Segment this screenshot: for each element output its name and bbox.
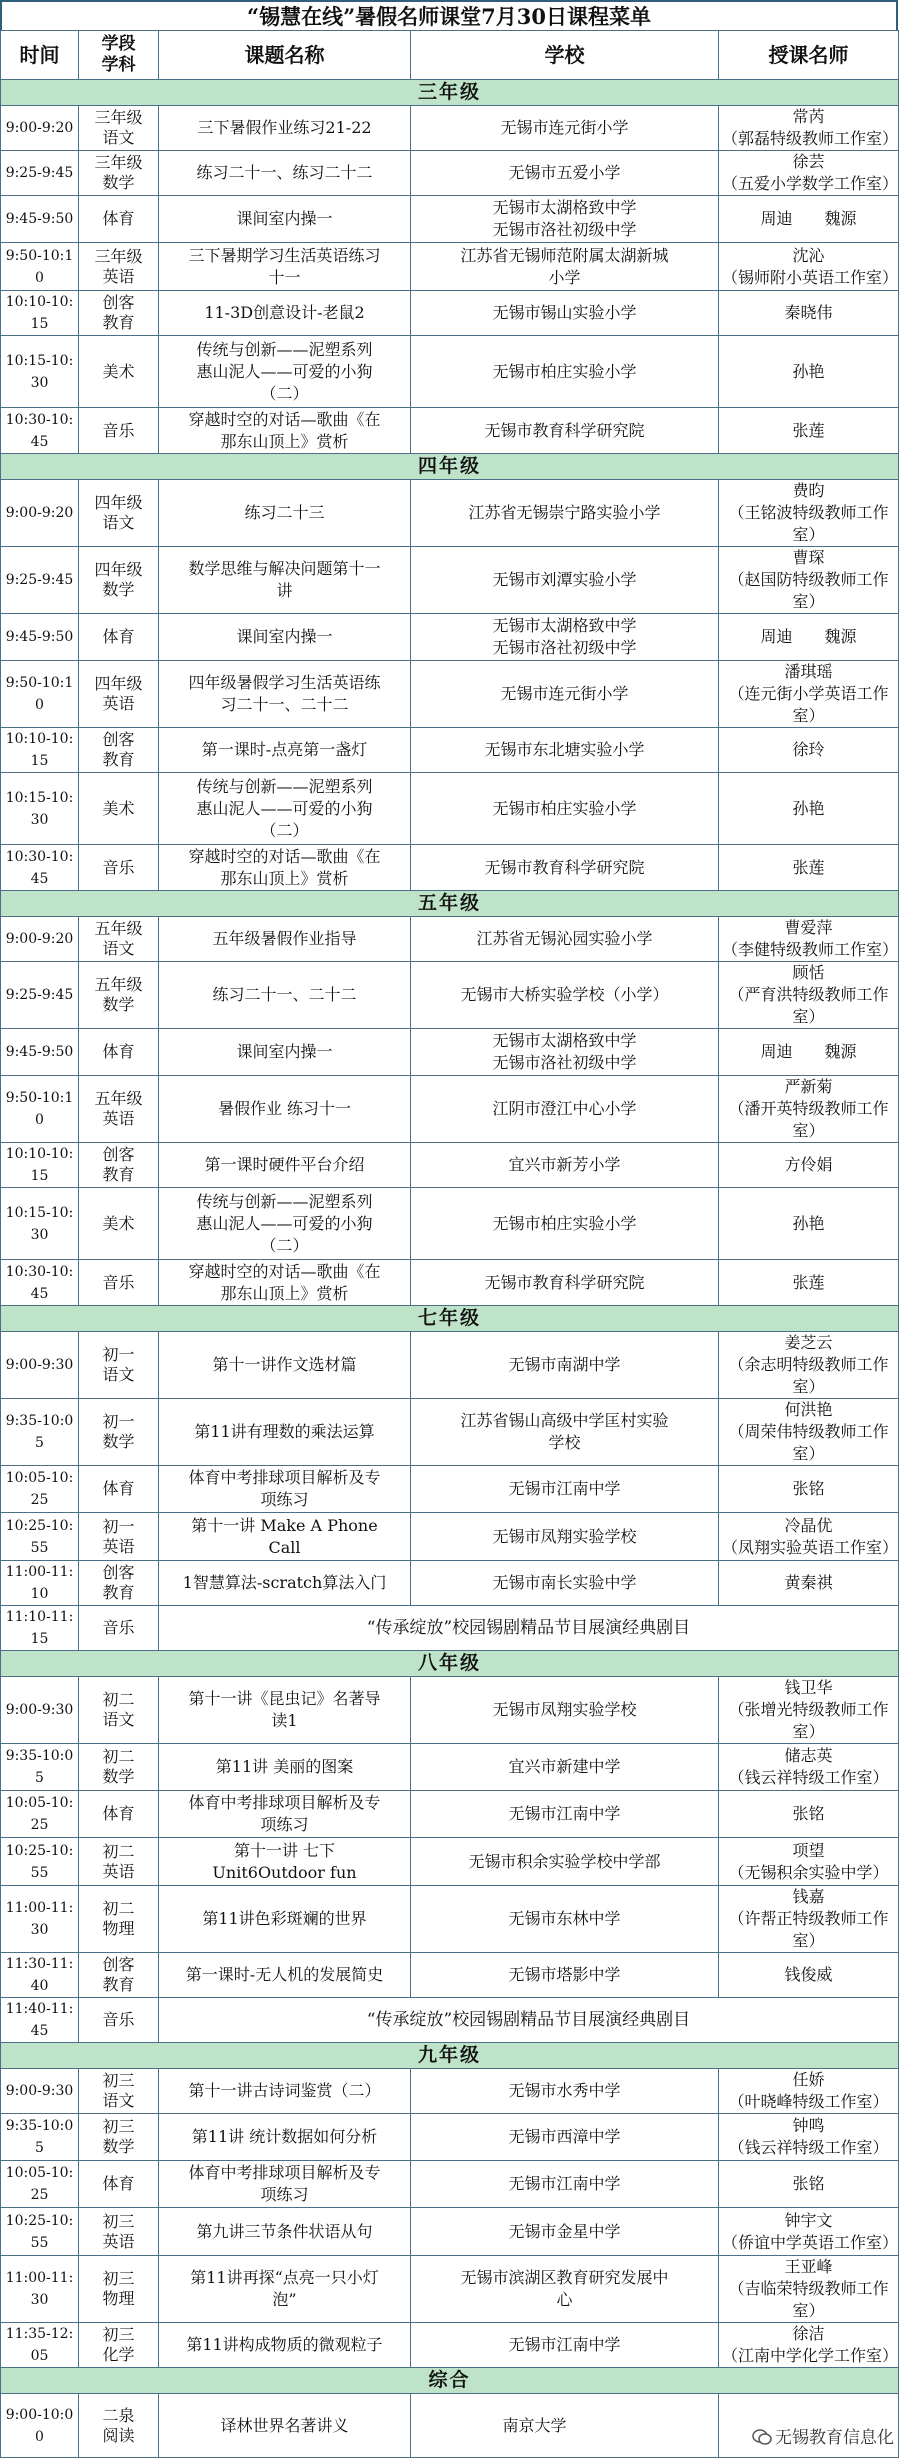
cell-subject: 创客 教育 [79, 1561, 159, 1606]
cell-school: 无锡市太湖格致中学 无锡市洛社初级中学 [411, 614, 719, 661]
table-row [1, 1953, 899, 1998]
cell-subject: 五年级 英语 [79, 1076, 159, 1143]
header-teacher: 授课名师 [719, 31, 899, 80]
page-title: “锡慧在线”暑假名师课堂7月30日课程菜单 [0, 0, 898, 30]
cell-school: 无锡市太湖格致中学 无锡市洛社初级中学 [411, 1029, 719, 1076]
cell-course: 三下暑期学习生活英语练习 十一 [159, 243, 411, 291]
cell-course: 第九讲三节条件状语从句 [159, 2208, 411, 2256]
cell-course: 第十一讲古诗词鉴赏（二） [159, 2069, 411, 2114]
cell-teacher: 钟鸣 （钱云祥特级工作室） [719, 2114, 899, 2161]
cell-time: 9:00-9:30 [1, 1677, 79, 1744]
cell-teacher: 孙艳 [719, 773, 899, 845]
cell-course: 练习二十三 [159, 480, 411, 547]
cell-teacher: 秦晓伟 [719, 291, 899, 336]
cell-time: 9:35-10:05 [1, 2114, 79, 2161]
table-row [1, 917, 899, 962]
cell-subject: 音乐 [79, 1606, 159, 1651]
cell-course: 体育中考排球项目解析及专 项练习 [159, 1791, 411, 1838]
cell-time: 9:00-9:20 [1, 106, 79, 151]
cell-time: 10:15-10:30 [1, 1188, 79, 1260]
cell-course: 穿越时空的对话—歌曲《在 那东山顶上》赏析 [159, 845, 411, 891]
table-row [1, 1744, 899, 1791]
cell-subject: 三年级 英语 [79, 243, 159, 291]
table-row [1, 2256, 899, 2323]
cell-subject: 初三 化学 [79, 2323, 159, 2368]
cell-school: 江苏省无锡师范附属太湖新城 小学 [411, 243, 719, 291]
cell-teacher: 张铭 [719, 1791, 899, 1838]
cell-school: 无锡市南湖中学 [411, 1332, 719, 1399]
cell-subject: 初二 英语 [79, 1838, 159, 1886]
cell-subject: 五年级 语文 [79, 917, 159, 962]
cell-teacher: 周迪 魏源 [719, 614, 899, 661]
cell-teacher: 张莲 [719, 845, 899, 891]
cell-school: 无锡市东林中学 [411, 1886, 719, 1953]
cell-subject: 二泉 阅读 [79, 2394, 159, 2458]
grade-band-row [1, 1651, 899, 1677]
cell-teacher: 顾恬 （严育洪特级教师工作室） [719, 962, 899, 1029]
cell-school: 无锡市五爱小学 [411, 151, 719, 196]
cell-time: 9:35-10:05 [1, 1744, 79, 1791]
cell-time: 11:30-11:40 [1, 1953, 79, 1998]
table-row [1, 243, 899, 291]
cell-time: 10:30-10:45 [1, 408, 79, 454]
table-row [1, 1466, 899, 1513]
cell-teacher: 冷晶优 （凤翔实验英语工作室） [719, 1513, 899, 1561]
cell-school: 无锡市柏庄实验小学 [411, 336, 719, 408]
cell-time: 9:00-9:20 [1, 480, 79, 547]
cell-subject: 音乐 [79, 1260, 159, 1306]
cell-course: 课间室内操一 [159, 1029, 411, 1076]
table-row [1, 728, 899, 773]
cell-course: 课间室内操一 [159, 196, 411, 243]
cell-course: 第十一讲 七下 Unit6Outdoor fun [159, 1838, 411, 1886]
cell-subject: 初二 语文 [79, 1677, 159, 1744]
watermark-text: 无锡教育信息化 [775, 2428, 894, 2448]
table-row [1, 1188, 899, 1260]
cell-teacher: 钱卫华 （张增光特级教师工作室） [719, 1677, 899, 1744]
cell-subject: 初二 数学 [79, 1744, 159, 1791]
cell-course: 传统与创新——泥塑系列 惠山泥人——可爱的小狗 （二） [159, 1188, 411, 1260]
cell-teacher: 徐洁 （江南中学化学工作室） [719, 2323, 899, 2368]
cell-subject: 三年级 语文 [79, 106, 159, 151]
cell-time: 10:30-10:45 [1, 1260, 79, 1306]
cell-school: 无锡市刘潭实验小学 [411, 547, 719, 614]
cell-time: 10:15-10:30 [1, 773, 79, 845]
table-row [1, 1076, 899, 1143]
cell-school-text: 南京大学 [502, 2415, 567, 2435]
table-row [1, 1399, 899, 1466]
cell-time: 9:25-9:45 [1, 962, 79, 1029]
cell-time: 11:00-11:10 [1, 1561, 79, 1606]
cell-subject: 体育 [79, 196, 159, 243]
cell-subject: 四年级 英语 [79, 661, 159, 728]
header-subject: 学段 学科 [79, 31, 159, 80]
schedule-body [1, 80, 899, 2458]
table-row [1, 2069, 899, 2114]
grade-band-row [1, 1306, 899, 1332]
cell-course: 第11讲构成物质的微观粒子 [159, 2323, 411, 2368]
table-row [1, 2394, 899, 2458]
cell-subject: 四年级 数学 [79, 547, 159, 614]
cell-time: 9:50-10:10 [1, 661, 79, 728]
cell-time: 9:45-9:50 [1, 614, 79, 661]
cell-time: 9:50-10:10 [1, 1076, 79, 1143]
cell-course: 传统与创新——泥塑系列 惠山泥人——可爱的小狗 （二） [159, 773, 411, 845]
table-row [1, 1606, 899, 1651]
table-row [1, 845, 899, 891]
cell-subject: 音乐 [79, 408, 159, 454]
table-row [1, 1029, 899, 1076]
cell-course: 五年级暑假作业指导 [159, 917, 411, 962]
cell-time: 9:45-9:50 [1, 1029, 79, 1076]
cell-time: 11:40-11:45 [1, 1998, 79, 2043]
table-row [1, 291, 899, 336]
cell-course: 三下暑假作业练习21-22 [159, 106, 411, 151]
grade-band-label: 八年级 [1, 1651, 899, 1677]
cell-teacher: 储志英 （钱云祥特级工作室） [719, 1744, 899, 1791]
cell-time: 10:25-10:55 [1, 2208, 79, 2256]
table-row [1, 661, 899, 728]
cell-course: 第一课时-无人机的发展简史 [159, 1953, 411, 1998]
cell-teacher: 黄秦祺 [719, 1561, 899, 1606]
cell-teacher: 姜芝云 （余志明特级教师工作室） [719, 1332, 899, 1399]
cell-subject: 初三 物理 [79, 2256, 159, 2323]
table-row [1, 2208, 899, 2256]
cell-course: 第11讲再探“点亮一只小灯 泡” [159, 2256, 411, 2323]
cell-time: 9:25-9:45 [1, 151, 79, 196]
grade-band-label: 五年级 [1, 891, 899, 917]
cell-subject: 体育 [79, 1791, 159, 1838]
table-row [1, 2114, 899, 2161]
grade-band-label: 四年级 [1, 454, 899, 480]
cell-course: 译林世界名著讲义 [159, 2394, 411, 2458]
cell-teacher: 曹琛 （赵国防特级教师工作室） [719, 547, 899, 614]
cell-school: 无锡市连元街小学 [411, 661, 719, 728]
cell-course: 第十一讲 Make A Phone Call [159, 1513, 411, 1561]
grade-band-label: 九年级 [1, 2043, 899, 2069]
cell-subject: 体育 [79, 2161, 159, 2208]
cell-course: 第11讲 美丽的图案 [159, 1744, 411, 1791]
cell-school: 江苏省无锡沁园实验小学 [411, 917, 719, 962]
table-row [1, 962, 899, 1029]
cell-school: 无锡市教育科学研究院 [411, 408, 719, 454]
grade-band-label: 三年级 [1, 80, 899, 106]
table-row [1, 2161, 899, 2208]
cell-time: 11:00-11:30 [1, 1886, 79, 1953]
cell-subject: 初一 语文 [79, 1332, 159, 1399]
header-course: 课题名称 [159, 31, 411, 80]
cell-teacher: 钟宇文 （侨谊中学英语工作室） [719, 2208, 899, 2256]
cell-course: 课间室内操一 [159, 614, 411, 661]
schedule-table [0, 30, 899, 2458]
table-row [1, 1998, 899, 2043]
cell-time: 10:30-10:45 [1, 845, 79, 891]
cell-course: 1智慧算法-scratch算法入门 [159, 1561, 411, 1606]
cell-teacher: 钱嘉 （许帮正特级教师工作室） [719, 1886, 899, 1953]
cell-school: 无锡市塔影中学 [411, 1953, 719, 1998]
cell-teacher: 潘琪瑶 （连元街小学英语工作室） [719, 661, 899, 728]
cell-time: 9:25-9:45 [1, 547, 79, 614]
cell-course: 11-3D创意设计-老鼠2 [159, 291, 411, 336]
cell-time: 10:25-10:55 [1, 1838, 79, 1886]
cell-subject: 创客 教育 [79, 291, 159, 336]
cell-school: 无锡市滨湖区教育研究发展中 心 [411, 2256, 719, 2323]
cell-teacher: 方伶娟 [719, 1143, 899, 1188]
cell-subject: 音乐 [79, 845, 159, 891]
table-row [1, 1886, 899, 1953]
cell-time: 10:25-10:55 [1, 1513, 79, 1561]
cell-teacher: 徐芸 （五爱小学数学工作室） [719, 151, 899, 196]
cell-school: 无锡市江南中学 [411, 1466, 719, 1513]
cell-subject: 体育 [79, 1466, 159, 1513]
cell-teacher: 张莲 [719, 1260, 899, 1306]
cell-school: 无锡市大桥实验学校（小学） [411, 962, 719, 1029]
cell-subject: 美术 [79, 773, 159, 845]
cell-teacher: 周迪 魏源 [719, 1029, 899, 1076]
cell-school: 无锡市江南中学 [411, 2323, 719, 2368]
cell-school: 无锡市凤翔实验学校 [411, 1513, 719, 1561]
cell-teacher: 周迪 魏源 [719, 196, 899, 243]
table-row [1, 408, 899, 454]
cell-school: 无锡市积余实验学校中学部 [411, 1838, 719, 1886]
table-row [1, 106, 899, 151]
cell-time: 10:10-10:15 [1, 291, 79, 336]
grade-band-row [1, 2368, 899, 2394]
cell-time: 9:00-10:00 [1, 2394, 79, 2458]
cell-time: 10:05-10:25 [1, 1466, 79, 1513]
table-row [1, 1561, 899, 1606]
cell-course: 体育中考排球项目解析及专 项练习 [159, 2161, 411, 2208]
cell-school: 无锡市东北塘实验小学 [411, 728, 719, 773]
grade-band-row [1, 454, 899, 480]
grade-band-row [1, 891, 899, 917]
cell-subject: 音乐 [79, 1998, 159, 2043]
cell-school: 江苏省锡山高级中学匡村实验 学校 [411, 1399, 719, 1466]
cell-teacher: 曹爱萍 （李健特级教师工作室） [719, 917, 899, 962]
cell-school: 宜兴市新芳小学 [411, 1143, 719, 1188]
table-row [1, 1838, 899, 1886]
cell-subject: 体育 [79, 614, 159, 661]
cell-time: 10:10-10:15 [1, 1143, 79, 1188]
cell-teacher: 徐玲 [719, 728, 899, 773]
cell-time: 9:45-9:50 [1, 196, 79, 243]
cell-course: 第一课时硬件平台介绍 [159, 1143, 411, 1188]
cell-course: 数学思维与解决问题第十一 讲 [159, 547, 411, 614]
cell-school: 无锡市太湖格致中学 无锡市洛社初级中学 [411, 196, 719, 243]
cell-time: 10:05-10:25 [1, 2161, 79, 2208]
cell-course: 练习二十一、练习二十二 [159, 151, 411, 196]
cell-teacher: 孙艳 [719, 1188, 899, 1260]
cell-school: 无锡市柏庄实验小学 [411, 773, 719, 845]
table-row [1, 547, 899, 614]
cell-teacher: 沈沁 （锡师附小英语工作室） [719, 243, 899, 291]
cell-teacher: 费昀 （王铭波特级教师工作室） [719, 480, 899, 547]
cell-time: 9:00-9:30 [1, 2069, 79, 2114]
grade-band-label: 七年级 [1, 1306, 899, 1332]
cell-subject: 美术 [79, 1188, 159, 1260]
cell-time: 11:35-12:05 [1, 2323, 79, 2368]
cell-time: 9:35-10:05 [1, 1399, 79, 1466]
cell-time: 10:10-10:15 [1, 728, 79, 773]
cell-subject: 创客 教育 [79, 1953, 159, 1998]
cell-teacher: 张莲 [719, 408, 899, 454]
table-row [1, 773, 899, 845]
cell-subject: 创客 教育 [79, 728, 159, 773]
header-time: 时间 [1, 31, 79, 80]
cell-school: 无锡市南长实验中学 [411, 1561, 719, 1606]
table-row [1, 614, 899, 661]
grade-band-label: 综合 [1, 2368, 899, 2394]
cell-course: 第11讲有理数的乘法运算 [159, 1399, 411, 1466]
cell-course: 暑假作业 练习十一 [159, 1076, 411, 1143]
cell-special-program: “传承绽放”校园锡剧精品节目展演经典剧目 [159, 1998, 899, 2043]
table-row [1, 1791, 899, 1838]
cell-time: 10:15-10:30 [1, 336, 79, 408]
cell-course: 体育中考排球项目解析及专 项练习 [159, 1466, 411, 1513]
cell-course: 第十一讲作文选材篇 [159, 1332, 411, 1399]
cell-teacher: 常芮 （郭磊特级教师工作室） [719, 106, 899, 151]
cell-time: 9:50-10:10 [1, 243, 79, 291]
cell-time: 11:00-11:30 [1, 2256, 79, 2323]
cell-course: 第十一讲《昆虫记》名著导 读1 [159, 1677, 411, 1744]
cell-teacher: 孙艳 [719, 336, 899, 408]
cell-subject: 五年级 数学 [79, 962, 159, 1029]
cell-teacher: 钱俊威 [719, 1953, 899, 1998]
cell-subject: 四年级 语文 [79, 480, 159, 547]
cell-school: 无锡市江南中学 [411, 1791, 719, 1838]
cell-subject: 创客 教育 [79, 1143, 159, 1188]
grade-band-row [1, 2043, 899, 2069]
cell-course: 传统与创新——泥塑系列 惠山泥人——可爱的小狗 （二） [159, 336, 411, 408]
cell-school: 无锡市金星中学 [411, 2208, 719, 2256]
table-row [1, 151, 899, 196]
cell-teacher: 何洪艳 （周荣伟特级教师工作室） [719, 1399, 899, 1466]
cell-school: 无锡市教育科学研究院 [411, 1260, 719, 1306]
table-row [1, 2323, 899, 2368]
cell-subject: 初三 语文 [79, 2069, 159, 2114]
cell-course: 穿越时空的对话—歌曲《在 那东山顶上》赏析 [159, 408, 411, 454]
cell-teacher: 张铭 [719, 1466, 899, 1513]
cell-time: 9:00-9:20 [1, 917, 79, 962]
cell-time: 10:05-10:25 [1, 1791, 79, 1838]
table-row [1, 480, 899, 547]
table-row [1, 336, 899, 408]
cell-school: 无锡市江南中学 [411, 2161, 719, 2208]
cell-school: 江苏省无锡崇宁路实验小学 [411, 480, 719, 547]
table-row [1, 1513, 899, 1561]
cell-special-program: “传承绽放”校园锡剧精品节目展演经典剧目 [159, 1606, 899, 1651]
cell-course: 第一课时-点亮第一盏灯 [159, 728, 411, 773]
cell-subject: 初三 数学 [79, 2114, 159, 2161]
cell-course: 穿越时空的对话—歌曲《在 那东山顶上》赏析 [159, 1260, 411, 1306]
cell-teacher: 项望 （无锡积余实验中学） [719, 1838, 899, 1886]
cell-teacher: 王亚峰 （吉临荣特级教师工作室） [719, 2256, 899, 2323]
cell-school: 无锡市锡山实验小学 [411, 291, 719, 336]
table-row [1, 1677, 899, 1744]
table-row [1, 196, 899, 243]
cell-teacher: 张铭 [719, 2161, 899, 2208]
cell-school: 宜兴市新建中学 [411, 1744, 719, 1791]
cell-school: 无锡市连元街小学 [411, 106, 719, 151]
cell-school: 江阴市澄江中心小学 [411, 1076, 719, 1143]
cell-course: 练习二十一、二十二 [159, 962, 411, 1029]
cell-school [411, 2394, 894, 2458]
table-row [1, 1332, 899, 1399]
cell-time: 9:00-9:30 [1, 1332, 79, 1399]
cell-subject: 初二 物理 [79, 1886, 159, 1953]
header-row [1, 31, 899, 80]
cell-teacher [719, 2394, 899, 2458]
cell-school: 无锡市教育科学研究院 [411, 845, 719, 891]
cell-time: 11:10-11:15 [1, 1606, 79, 1651]
header-school: 学校 [411, 31, 719, 80]
cell-teacher: 严新菊 （潘开英特级教师工作室） [719, 1076, 899, 1143]
table-row [1, 1260, 899, 1306]
table-row [1, 1143, 899, 1188]
grade-band-row [1, 80, 899, 106]
cell-subject: 初一 数学 [79, 1399, 159, 1466]
cell-school: 无锡市西漳中学 [411, 2114, 719, 2161]
cell-course: 第11讲 统计数据如何分析 [159, 2114, 411, 2161]
cell-teacher: 任娇 （叶晓峰特级工作室） [719, 2069, 899, 2114]
cell-subject: 体育 [79, 1029, 159, 1076]
cell-subject: 初三 英语 [79, 2208, 159, 2256]
cell-school: 无锡市水秀中学 [411, 2069, 719, 2114]
cell-course: 四年级暑假学习生活英语练 习二十一、二十二 [159, 661, 411, 728]
cell-subject: 三年级 数学 [79, 151, 159, 196]
cell-course: 第11讲色彩斑斓的世界 [159, 1886, 411, 1953]
cell-school: 无锡市柏庄实验小学 [411, 1188, 719, 1260]
cell-subject: 初一 英语 [79, 1513, 159, 1561]
cell-subject: 美术 [79, 336, 159, 408]
cell-school: 无锡市凤翔实验学校 [411, 1677, 719, 1744]
